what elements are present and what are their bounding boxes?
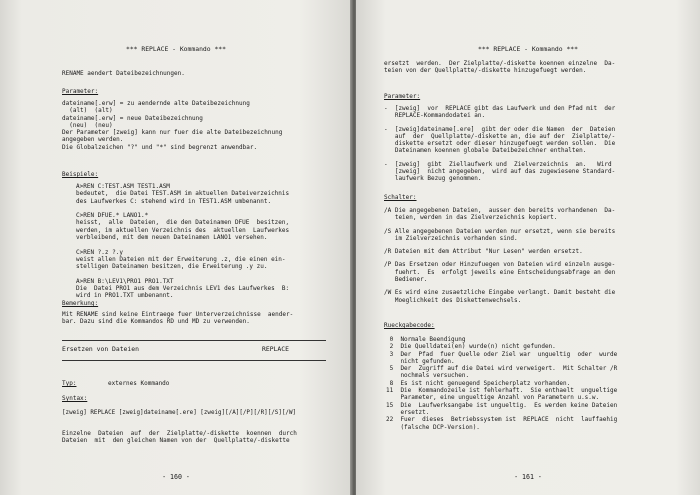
example-line	[76, 271, 289, 278]
left-examples-block	[76, 183, 289, 300]
return-code-line: nochmals versuchen.	[386, 372, 470, 380]
example-line: verbleibend, mit dem neuen Dateinamen LANO1 versehen.	[76, 234, 268, 242]
right-page-number: - 161 -	[514, 473, 542, 481]
return-code-line: nicht gefunden.	[386, 357, 455, 365]
left-section-title: Ersetzen von Dateien	[62, 345, 139, 353]
return-code-line: 2 Die Quelldatei(en) wurde(n) nicht gefunden.	[386, 343, 556, 351]
return-code-line: 8 Es ist nicht genuegend Speicherplatz vorhanden.	[386, 379, 571, 387]
left-page-header: *** REPLACE - Kommando ***	[125, 45, 227, 53]
left-syntax-line: [zweig] REPLACE [zweig]dateiname[.ere] [zweig][/A][/P][/R][/S][/W]	[62, 410, 297, 416]
example-line: stelligen Dateinamen besitzen, die Erweiterung .y zu.	[76, 263, 268, 271]
right-intro-block	[384, 60, 615, 75]
parameter-line: (neu) (neu)	[62, 121, 113, 129]
return-code-line: 11 Die Kommandozeile ist fehlerhaft. Sie enthaelt ungueltige	[386, 387, 618, 395]
example-line	[76, 241, 289, 248]
example-line: C>REN ?.z ?.y	[76, 248, 123, 256]
right-schalter-list	[384, 207, 615, 310]
schalter-item: /S Alle angegebenen Dateien werden nur ersetzt, wenn sie bereits im Zielverzeichnis vorhanden sind.	[384, 227, 616, 242]
return-code-line: 5 Der Zugriff auf die Datei wird verweigert. Mit Schalter /R	[386, 365, 618, 373]
right-rueckgabe-list	[386, 336, 617, 431]
return-code-line: 0 Normale Beendigung	[386, 336, 466, 343]
left-beispiele-heading: Beispiele:	[62, 171, 99, 178]
example-line	[76, 205, 289, 212]
left-page-number: - 160 -	[162, 473, 190, 481]
schalter-item: /P Das Ersetzen oder Hinzufuegen von Dateien wird einzeln ausge- fuehrt. Es erfolgt jeweils eine Entscheidungsabfrage an den Bediener.	[384, 261, 616, 284]
parameter-line: angegeben werden.	[62, 136, 124, 144]
left-parameter-block	[62, 100, 282, 151]
left-section-rule-top	[62, 340, 326, 341]
example-line: C>REN DFUE.* LANO1.*	[76, 212, 149, 220]
right-parameter-list	[384, 105, 615, 189]
parameter-item: - [zweig] gibt Ziellaufwerk und Zielverzeichnis an. Wird [zweig] nicht angegeben, wird auf das zugewiesene Standard- laufwerk Bezug genommen.	[384, 160, 616, 183]
schalter-item: /W Es wird eine zusaetzliche Eingabe verlangt. Damit besteht die Moeglichkeit des Diskettenwechsels.	[384, 289, 616, 304]
example-line: A>REN B:\LEV1\PRO1 PRO1.TXT	[76, 277, 174, 285]
left-intro: RENAME aendert Dateibezeichnungen.	[62, 70, 185, 77]
parameter-item: - [zweig]dateiname[.ere] gibt der oder die Namen der Dateien auf der Quellplatte/-diskette an, die auf der Zielplatte/- diskette ersetzt oder dieser hinzugefuegt werden sollen. Die Dateinamen koennen globale Dateibezeichner enthalten.	[384, 125, 616, 155]
example-line: heisst, alle Dateien, die den Dateinamen DFUE besitzen,	[76, 219, 290, 227]
return-code-line: 3 Der Pfad fuer Quelle oder Ziel war ungueltig oder wurde	[386, 350, 618, 358]
example-line: A>REN C:TEST.ASM TEST1.ASM	[76, 183, 170, 190]
return-code-line: (falsche DCP-Version).	[386, 423, 480, 431]
example-line: Die Datei PRO1 aus dem Verzeichnis LEV1 des Laufwerkes B:	[76, 285, 290, 293]
schalter-item: /R Dateien mit dem Attribut "Nur Lesen" werden ersetzt.	[384, 248, 583, 256]
return-code-line: 22 Fuer dieses Betriebssystem ist REPLACE nicht lauffaehig	[386, 416, 618, 424]
right-rueckgabe-heading: Rueckgabecode:	[384, 322, 435, 329]
left-bemerkung-heading: Bemerkung:	[62, 300, 99, 307]
parameter-line: dateiname[.erw] = neue Dateibezeichnung	[62, 114, 203, 122]
example-line: wird in PRO1.TXT umbenannt.	[76, 292, 174, 300]
intro-line: teien von der Quellplatte/-diskette hinzugefuegt werden.	[384, 67, 587, 75]
parameter-line: Der Parameter [zweig] kann nur fuer die alte Dateibezeichnung	[62, 129, 283, 137]
bemerkung-line: Mit RENAME sind keine Eintraege fuer Unterverzeichnisse aender-	[62, 311, 294, 318]
intro-line: ersetzt werden. Der Zielplatte/-diskette koennen einzelne Da-	[384, 60, 616, 67]
right-page-header: *** REPLACE - Kommando ***	[477, 45, 579, 53]
left-section-rule-bottom	[62, 360, 326, 361]
example-line: weist allen Dateien mit der Erweiterung .z, die einen ein-	[76, 255, 286, 263]
parameter-line: (alt) (alt)	[62, 107, 113, 115]
left-bemerkung-block	[62, 311, 293, 326]
example-line: bedeutet, die Datei TEST.ASM im aktuellen Dateiverzeichnis	[76, 190, 290, 198]
example-line: des Laufwerkes C: stehend wird in TEST1.ASM umbenannt.	[76, 197, 272, 205]
right-parameter-heading: Parameter:	[384, 93, 421, 100]
example-line: werden, im aktuellen Verzeichnis des aktuellen Laufwerkes	[76, 226, 290, 234]
closing-line: Einzelne Dateien auf der Zielplatte/-diskette koennen durch	[62, 430, 297, 437]
return-code-line: ersetzt.	[386, 408, 430, 416]
left-typ-value: externes Kommando	[108, 380, 170, 387]
left-closing-block	[62, 430, 297, 445]
schalter-item: /A Die angegebenen Dateien, ausser den bereits vorhandenen Da- teien, werden in das Zielverzeichnis kopiert.	[384, 207, 616, 222]
right-page	[356, 0, 700, 495]
left-parameter-heading: Parameter:	[62, 88, 99, 95]
right-schalter-heading: Schalter:	[384, 194, 417, 201]
parameter-line: Die Globalzeichen "?" und "*" sind begrenzt anwendbar.	[62, 143, 258, 151]
bemerkung-line: bar. Dazu sind die Kommandos RD und MD zu verwenden.	[62, 318, 250, 326]
return-code-line: 15 Die Laufwerksangabe ist ungueltig. Es werden keine Dateien	[386, 401, 618, 409]
parameter-line: dateiname[.erw] = zu aendernde alte Dateibezeichnung	[62, 100, 250, 107]
left-typ-label: Typ:	[62, 380, 77, 387]
parameter-item: - [zweig] vor REPLACE gibt das Laufwerk und den Pfad mit der REPLACE-Kommandodatei an.	[384, 105, 616, 120]
return-code-line: Parameter, eine ungueltige Anzahl von Parametern u.s.w.	[386, 394, 600, 402]
left-section-command: REPLACE	[262, 345, 289, 353]
left-syntax-heading: Syntax:	[62, 395, 88, 402]
closing-line: Dateien mit den gleichen Namen von der Quellplatte/-diskette	[62, 437, 290, 445]
